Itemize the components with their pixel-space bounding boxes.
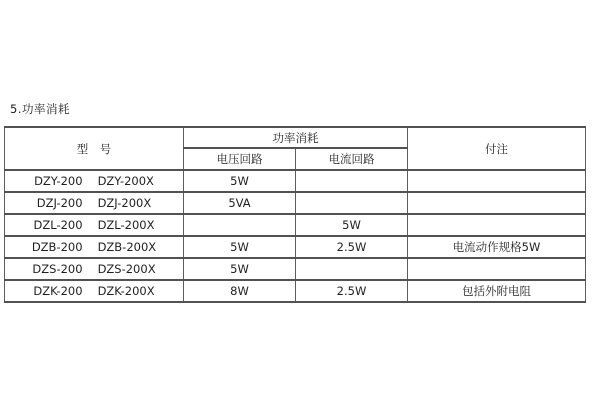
- note-cell: [408, 214, 586, 236]
- model-variant: DZK-200X: [97, 284, 155, 298]
- model-cell: [5, 170, 184, 192]
- model-variant: DZB-200X: [97, 240, 157, 254]
- section-title: 5.功率消耗: [10, 102, 70, 116]
- model-pair: [32, 262, 155, 276]
- model-primary: DZS-200: [32, 262, 83, 276]
- model-cell: [5, 236, 184, 258]
- table-row: [5, 214, 586, 236]
- current-cell: [296, 170, 408, 192]
- model-cell: [5, 192, 184, 214]
- model-variant: DZJ-200X: [97, 196, 152, 210]
- current-cell: 5W: [296, 214, 408, 236]
- header-voltage-circuit: 电压回路: [184, 148, 296, 170]
- note-cell: [408, 170, 586, 192]
- table-header: [5, 127, 586, 170]
- power-consumption-table: [4, 126, 586, 303]
- model-primary: DZL-200: [33, 218, 83, 232]
- model-pair: [34, 218, 155, 232]
- model-primary: DZB-200: [31, 240, 83, 254]
- current-cell: 2.5W: [296, 280, 408, 302]
- table-row: [5, 280, 586, 302]
- table-body: [5, 170, 586, 302]
- note-cell: [408, 258, 586, 280]
- model-primary: DZJ-200: [36, 196, 83, 210]
- model-pair: [32, 240, 156, 254]
- note-cell: [408, 192, 586, 214]
- table-row: [5, 170, 586, 192]
- header-current-circuit: 电流回路: [296, 148, 408, 170]
- header-row-top: [5, 127, 586, 148]
- header-note: 付注: [408, 127, 586, 170]
- table-row: [5, 258, 586, 280]
- model-primary: DZY-200: [34, 174, 83, 188]
- current-cell: [296, 258, 408, 280]
- voltage-cell: 8W: [184, 280, 296, 302]
- model-pair: [37, 196, 152, 210]
- note-cell: 包括外附电阻: [408, 280, 586, 302]
- voltage-cell: 5W: [184, 170, 296, 192]
- current-cell: [296, 192, 408, 214]
- model-cell: [5, 258, 184, 280]
- header-power-group: 功率消耗: [184, 127, 408, 148]
- model-cell: [5, 280, 184, 302]
- model-primary: DZK-200: [33, 284, 83, 298]
- voltage-cell: 5VA: [184, 192, 296, 214]
- model-variant: DZL-200X: [97, 218, 155, 232]
- voltage-cell: [184, 214, 296, 236]
- current-cell: 2.5W: [296, 236, 408, 258]
- model-variant: DZS-200X: [97, 262, 156, 276]
- model-pair: [34, 174, 154, 188]
- voltage-cell: 5W: [184, 236, 296, 258]
- header-model: 型 号: [5, 127, 184, 170]
- table-row: [5, 236, 586, 258]
- voltage-cell: 5W: [184, 258, 296, 280]
- note-cell: 电流动作规格5W: [408, 236, 586, 258]
- table-row: [5, 192, 586, 214]
- model-pair: [33, 284, 154, 298]
- model-cell: [5, 214, 184, 236]
- model-variant: DZY-200X: [97, 174, 154, 188]
